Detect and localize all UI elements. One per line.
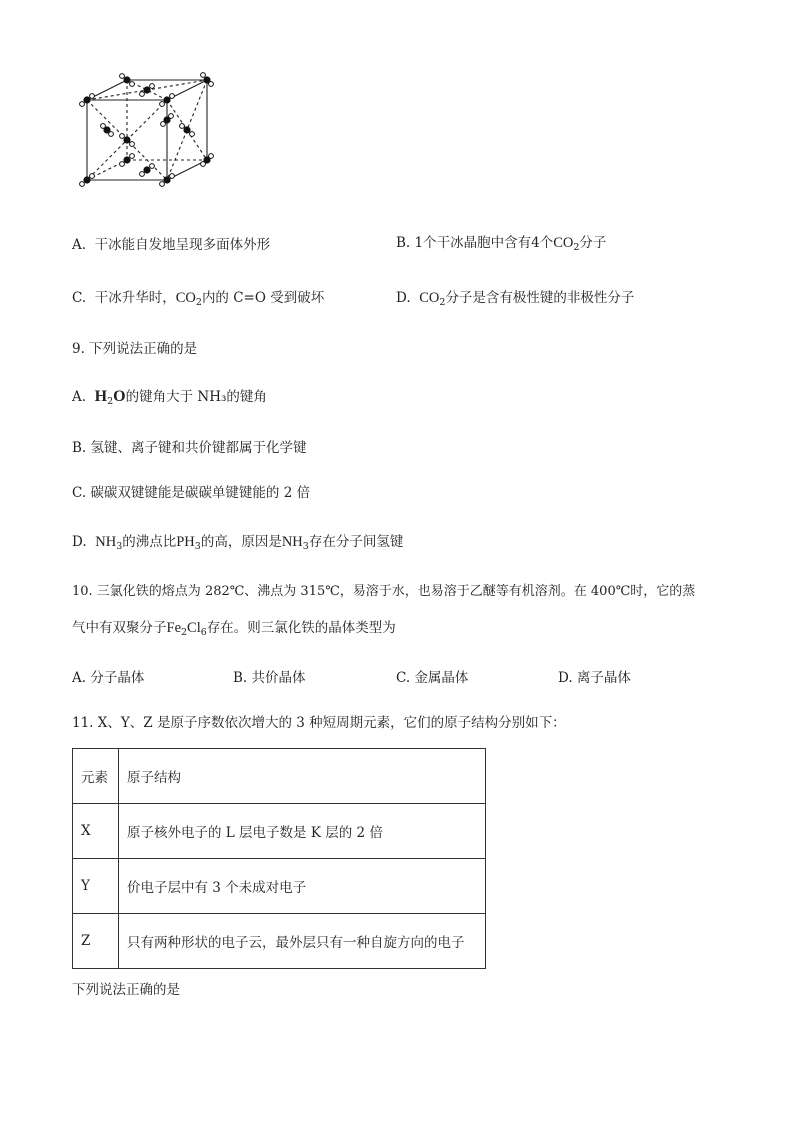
table-cell: 原子核外电子的 L 层电子数是 K 层的 2 倍 bbox=[119, 804, 486, 859]
q10-stem-line1: 10. 三氯化铁的熔点为 282℃、沸点为 315℃，易溶于水，也易溶于乙醚等有机溶剂。在 400℃时，它的蒸 bbox=[72, 584, 696, 599]
q9-stem: 9. 下列说法正确的是 bbox=[72, 341, 198, 357]
q8-option-d: D. $CO_2$分子是含有极性键的非极性分子 bbox=[396, 290, 635, 308]
q10-option-d: D. 离子晶体 bbox=[558, 670, 631, 686]
q9-option-a: A. $H_2O$的键角大于 NH₃的键角 bbox=[72, 388, 267, 407]
table-cell: 只有两种形状的电子云，最外层只有一种自旋方向的电子 bbox=[119, 914, 486, 969]
q8-option-a: A. 干冰能自发地呈现多面体外形 bbox=[72, 237, 271, 253]
table-header-cell: 原子结构 bbox=[119, 749, 486, 804]
q11-after-table: 下列说法正确的是 bbox=[72, 982, 180, 998]
atomic-structure-table bbox=[72, 748, 486, 969]
q10-option-a: A. 分子晶体 bbox=[72, 670, 145, 686]
table-row bbox=[73, 804, 486, 859]
q9-option-c: C. 碳碳双键键能是碳碳单键键能的 2 倍 bbox=[72, 485, 311, 501]
table-row bbox=[73, 914, 486, 969]
table-cell: 价电子层中有 3 个未成对电子 bbox=[119, 859, 486, 914]
table-header-row bbox=[73, 749, 486, 804]
q9-option-b: B. 氢键、离子键和共价键都属于化学键 bbox=[72, 440, 307, 456]
dry-ice-crystal-figure bbox=[72, 68, 222, 193]
q8-option-c: C. 干冰升华时，$CO_2$内的 C=O 受到破坏 bbox=[72, 290, 325, 308]
table-row bbox=[73, 859, 486, 914]
table-header-cell: 元素 bbox=[73, 749, 119, 804]
q9-option-d: D. $NH_3$的沸点比$PH_3$的高，原因是$NH_3$存在分子间氢键 bbox=[72, 534, 404, 552]
q10-option-c: C. 金属晶体 bbox=[396, 670, 469, 686]
q10-option-b: B. 共价晶体 bbox=[233, 670, 306, 686]
table-cell: Z bbox=[73, 914, 119, 969]
q10-stem-line2: 气中有双聚分子$Fe_2Cl_6$存在。则三氯化铁的晶体类型为 bbox=[72, 620, 396, 638]
table-cell: X bbox=[73, 804, 119, 859]
q8-option-b: B. 1个干冰晶胞中含有4个$CO_2$分子 bbox=[396, 235, 607, 253]
table-cell: Y bbox=[73, 859, 119, 914]
q11-stem: 11. X、Y、Z 是原子序数依次增大的 3 种短周期元素，它们的原子结构分别如下： bbox=[72, 715, 566, 731]
